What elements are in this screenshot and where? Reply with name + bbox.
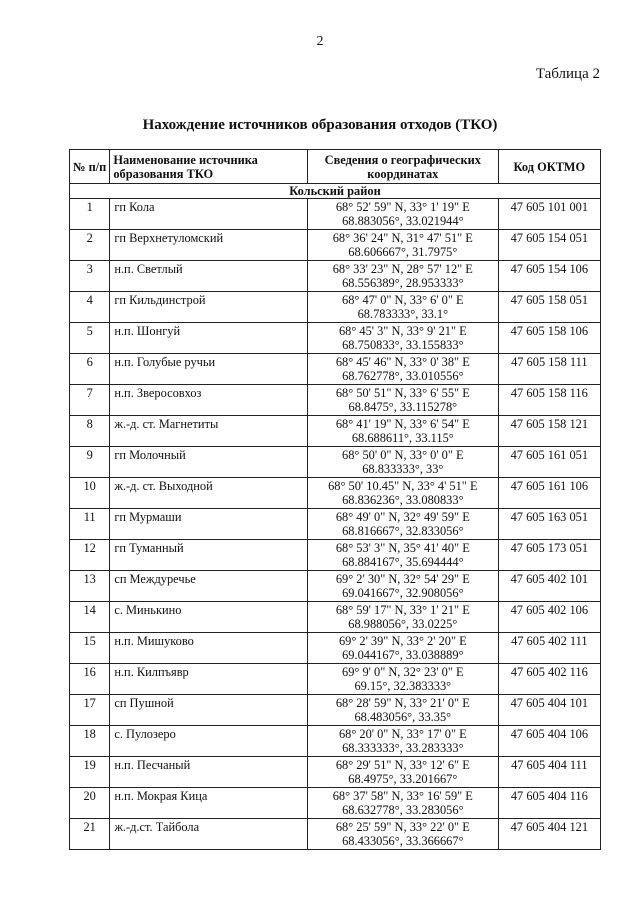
region-label: Кольский район: [70, 184, 601, 199]
coordinates-decimal: 68.988056°, 33.0225°: [348, 617, 458, 631]
coordinates-cell: [307, 571, 498, 602]
source-name: ж.-д. ст. Магнетиты: [110, 416, 308, 447]
row-number: 10: [70, 478, 110, 509]
source-name: н.п. Песчаный: [110, 757, 308, 788]
row-number: 21: [70, 819, 110, 850]
coordinates-dms: 68° 29' 51" N, 33° 12' 6" E: [335, 758, 470, 772]
coordinates-dms: 68° 20' 0" N, 33° 17' 0" E: [338, 727, 467, 741]
table-row: [70, 540, 601, 571]
coordinates-decimal: 68.4975°, 33.201667°: [348, 772, 458, 786]
oktmo-code: 47 605 154 051: [498, 230, 600, 261]
oktmo-code: 47 605 404 106: [498, 726, 600, 757]
coordinates-decimal: 69.041667°, 32.908056°: [342, 586, 464, 600]
row-number: 13: [70, 571, 110, 602]
coordinates-decimal: 68.816667°, 32.833056°: [342, 524, 464, 538]
source-name: гп Мурмаши: [110, 509, 308, 540]
table-row: [70, 571, 601, 602]
oktmo-code: 47 605 154 106: [498, 261, 600, 292]
row-number: 20: [70, 788, 110, 819]
table-row: [70, 385, 601, 416]
coordinates-cell: [307, 540, 498, 571]
table-row: [70, 230, 601, 261]
oktmo-code: 47 605 402 116: [498, 664, 600, 695]
source-name: н.п. Светлый: [110, 261, 308, 292]
coordinates-dms: 68° 45' 3" N, 33° 9' 21" E: [338, 324, 467, 338]
coordinates-decimal: 68.483056°, 33.35°: [354, 710, 452, 724]
oktmo-code: 47 605 173 051: [498, 540, 600, 571]
coordinates-dms: 69° 2' 39" N, 33° 2' 20" E: [338, 634, 467, 648]
coordinates-cell: [307, 292, 498, 323]
oktmo-code: 47 605 158 111: [498, 354, 600, 385]
oktmo-code: 47 605 101 001: [498, 199, 600, 230]
table-row: [70, 199, 601, 230]
coordinates-decimal: 69.15°, 32.383333°: [354, 679, 452, 693]
coordinates-cell: [307, 819, 498, 850]
coordinates-dms: 68° 41' 19" N, 33° 6' 54" E: [335, 417, 470, 431]
table-row: [70, 757, 601, 788]
coordinates-cell: [307, 323, 498, 354]
coordinates-dms: 68° 50' 0" N, 33° 0' 0" E: [342, 448, 464, 462]
row-number: 5: [70, 323, 110, 354]
coordinates-decimal: 68.783333°, 33.1°: [357, 307, 449, 321]
table-row: [70, 261, 601, 292]
coordinates-cell: [307, 726, 498, 757]
coordinates-decimal: 68.333333°, 33.283333°: [342, 741, 464, 755]
coordinates-cell: [307, 788, 498, 819]
coordinates-decimal: 68.836236°, 33.080833°: [342, 493, 464, 507]
header-num: № п/п: [70, 150, 110, 184]
header-code: Код ОКТМО: [498, 150, 600, 184]
coordinates-decimal: 68.688611°, 33.115°: [351, 431, 454, 445]
oktmo-code: 47 605 402 101: [498, 571, 600, 602]
coordinates-dms: 68° 37' 58" N, 33° 16' 59" E: [332, 789, 473, 803]
row-number: 4: [70, 292, 110, 323]
coordinates-decimal: 68.884167°, 35.694444°: [342, 555, 464, 569]
table-row: [70, 416, 601, 447]
coordinates-dms: 68° 28' 59" N, 33° 21' 0" E: [335, 696, 470, 710]
coordinates-cell: [307, 261, 498, 292]
coordinates-cell: [307, 757, 498, 788]
oktmo-code: 47 605 402 111: [498, 633, 600, 664]
coordinates-cell: [307, 633, 498, 664]
oktmo-code: 47 605 158 106: [498, 323, 600, 354]
table-row: [70, 354, 601, 385]
coordinates-decimal: 68.750833°, 33.155833°: [342, 338, 464, 352]
coordinates-decimal: 68.606667°, 31.7975°: [348, 245, 458, 259]
coordinates-dms: 68° 49' 0" N, 32° 49' 59" E: [335, 510, 470, 524]
oktmo-code: 47 605 161 051: [498, 447, 600, 478]
row-number: 2: [70, 230, 110, 261]
coordinates-dms: 68° 36' 24" N, 31° 47' 51" E: [332, 231, 473, 245]
coordinates-cell: [307, 664, 498, 695]
oktmo-code: 47 605 404 121: [498, 819, 600, 850]
coordinates-dms: 68° 50' 10.45" N, 33° 4' 51" E: [328, 479, 478, 493]
row-number: 15: [70, 633, 110, 664]
oktmo-code: 47 605 404 116: [498, 788, 600, 819]
coordinates-decimal: 68.556389°, 28.953333°: [342, 276, 464, 290]
coordinates-cell: [307, 199, 498, 230]
page-number: 2: [316, 34, 324, 49]
source-name: н.п. Шонгуй: [110, 323, 308, 354]
table-row: [70, 695, 601, 726]
coordinates-cell: [307, 695, 498, 726]
source-name: гп Молочный: [110, 447, 308, 478]
coordinates-dms: 68° 47' 0" N, 33° 6' 0" E: [342, 293, 464, 307]
source-name: с. Пулозеро: [110, 726, 308, 757]
table-row: [70, 664, 601, 695]
table-row: [70, 292, 601, 323]
coordinates-cell: [307, 230, 498, 261]
waste-sources-table: [69, 149, 601, 850]
oktmo-code: 47 605 404 101: [498, 695, 600, 726]
coordinates-dms: 68° 25' 59" N, 33° 22' 0" E: [335, 820, 470, 834]
source-name: ж.-д. ст. Выходной: [110, 478, 308, 509]
table-row: [70, 788, 601, 819]
table-row: [70, 726, 601, 757]
source-name: гп Верхнетуломский: [110, 230, 308, 261]
table-label: Таблица 2: [535, 66, 600, 82]
source-name: сп Междуречье: [110, 571, 308, 602]
header-name: Наименование источника образования ТКО: [110, 150, 308, 184]
row-number: 14: [70, 602, 110, 633]
source-name: н.п. Килпъявр: [110, 664, 308, 695]
source-name: н.п. Мокрая Кица: [110, 788, 308, 819]
table-header-row: [70, 150, 601, 184]
table-row: [70, 602, 601, 633]
source-name: сп Пушной: [110, 695, 308, 726]
coordinates-decimal: 69.044167°, 33.038889°: [342, 648, 464, 662]
coordinates-dms: 69° 9' 0" N, 32° 23' 0" E: [342, 665, 464, 679]
coordinates-dms: 69° 2' 30" N, 32° 54' 29" E: [335, 572, 470, 586]
row-number: 16: [70, 664, 110, 695]
source-name: н.п. Зверосовхоз: [110, 385, 308, 416]
row-number: 9: [70, 447, 110, 478]
coordinates-dms: 68° 33' 23" N, 28° 57' 12" E: [332, 262, 473, 276]
source-name: гп Кильдинстрой: [110, 292, 308, 323]
table-row: [70, 447, 601, 478]
table-row: [70, 509, 601, 540]
table-row: [70, 478, 601, 509]
oktmo-code: 47 605 161 106: [498, 478, 600, 509]
coordinates-dms: 68° 45' 46" N, 33° 0' 38" E: [335, 355, 470, 369]
coordinates-dms: 68° 53' 3" N, 35° 41' 40" E: [335, 541, 470, 555]
coordinates-decimal: 68.883056°, 33.021944°: [342, 214, 464, 228]
row-number: 1: [70, 199, 110, 230]
coordinates-decimal: 68.8475°, 33.115278°: [348, 400, 458, 414]
document-title: Нахождение источников образования отходов (ТКО): [142, 117, 498, 133]
coordinates-cell: [307, 602, 498, 633]
row-number: 7: [70, 385, 110, 416]
coordinates-decimal: 68.762778°, 33.010556°: [342, 369, 464, 383]
coordinates-cell: [307, 416, 498, 447]
row-number: 18: [70, 726, 110, 757]
source-name: с. Минькино: [110, 602, 308, 633]
coordinates-cell: [307, 509, 498, 540]
table-row: [70, 323, 601, 354]
source-name: гп Кола: [110, 199, 308, 230]
region-row: [70, 184, 601, 199]
row-number: 8: [70, 416, 110, 447]
row-number: 17: [70, 695, 110, 726]
row-number: 19: [70, 757, 110, 788]
coordinates-cell: [307, 478, 498, 509]
row-number: 6: [70, 354, 110, 385]
source-name: ж.-д.ст. Тайбола: [110, 819, 308, 850]
row-number: 3: [70, 261, 110, 292]
oktmo-code: 47 605 158 121: [498, 416, 600, 447]
row-number: 12: [70, 540, 110, 571]
header-coords: Сведения о географических координатах: [307, 150, 498, 184]
oktmo-code: 47 605 158 116: [498, 385, 600, 416]
coordinates-cell: [307, 385, 498, 416]
source-name: н.п. Голубые ручьи: [110, 354, 308, 385]
coordinates-cell: [307, 354, 498, 385]
coordinates-dms: 68° 59' 17" N, 33° 1' 21" E: [335, 603, 470, 617]
coordinates-dms: 68° 52' 59" N, 33° 1' 19" E: [335, 200, 470, 214]
coordinates-dms: 68° 50' 51" N, 33° 6' 55" E: [335, 386, 470, 400]
oktmo-code: 47 605 158 051: [498, 292, 600, 323]
coordinates-decimal: 68.632778°, 33.283056°: [342, 803, 464, 817]
table-row: [70, 819, 601, 850]
source-name: гп Туманный: [110, 540, 308, 571]
oktmo-code: 47 605 404 111: [498, 757, 600, 788]
coordinates-cell: [307, 447, 498, 478]
coordinates-decimal: 68.433056°, 33.366667°: [342, 834, 464, 848]
oktmo-code: 47 605 402 106: [498, 602, 600, 633]
row-number: 11: [70, 509, 110, 540]
coordinates-decimal: 68.833333°, 33°: [362, 462, 444, 476]
source-name: н.п. Мишуково: [110, 633, 308, 664]
table-row: [70, 633, 601, 664]
oktmo-code: 47 605 163 051: [498, 509, 600, 540]
